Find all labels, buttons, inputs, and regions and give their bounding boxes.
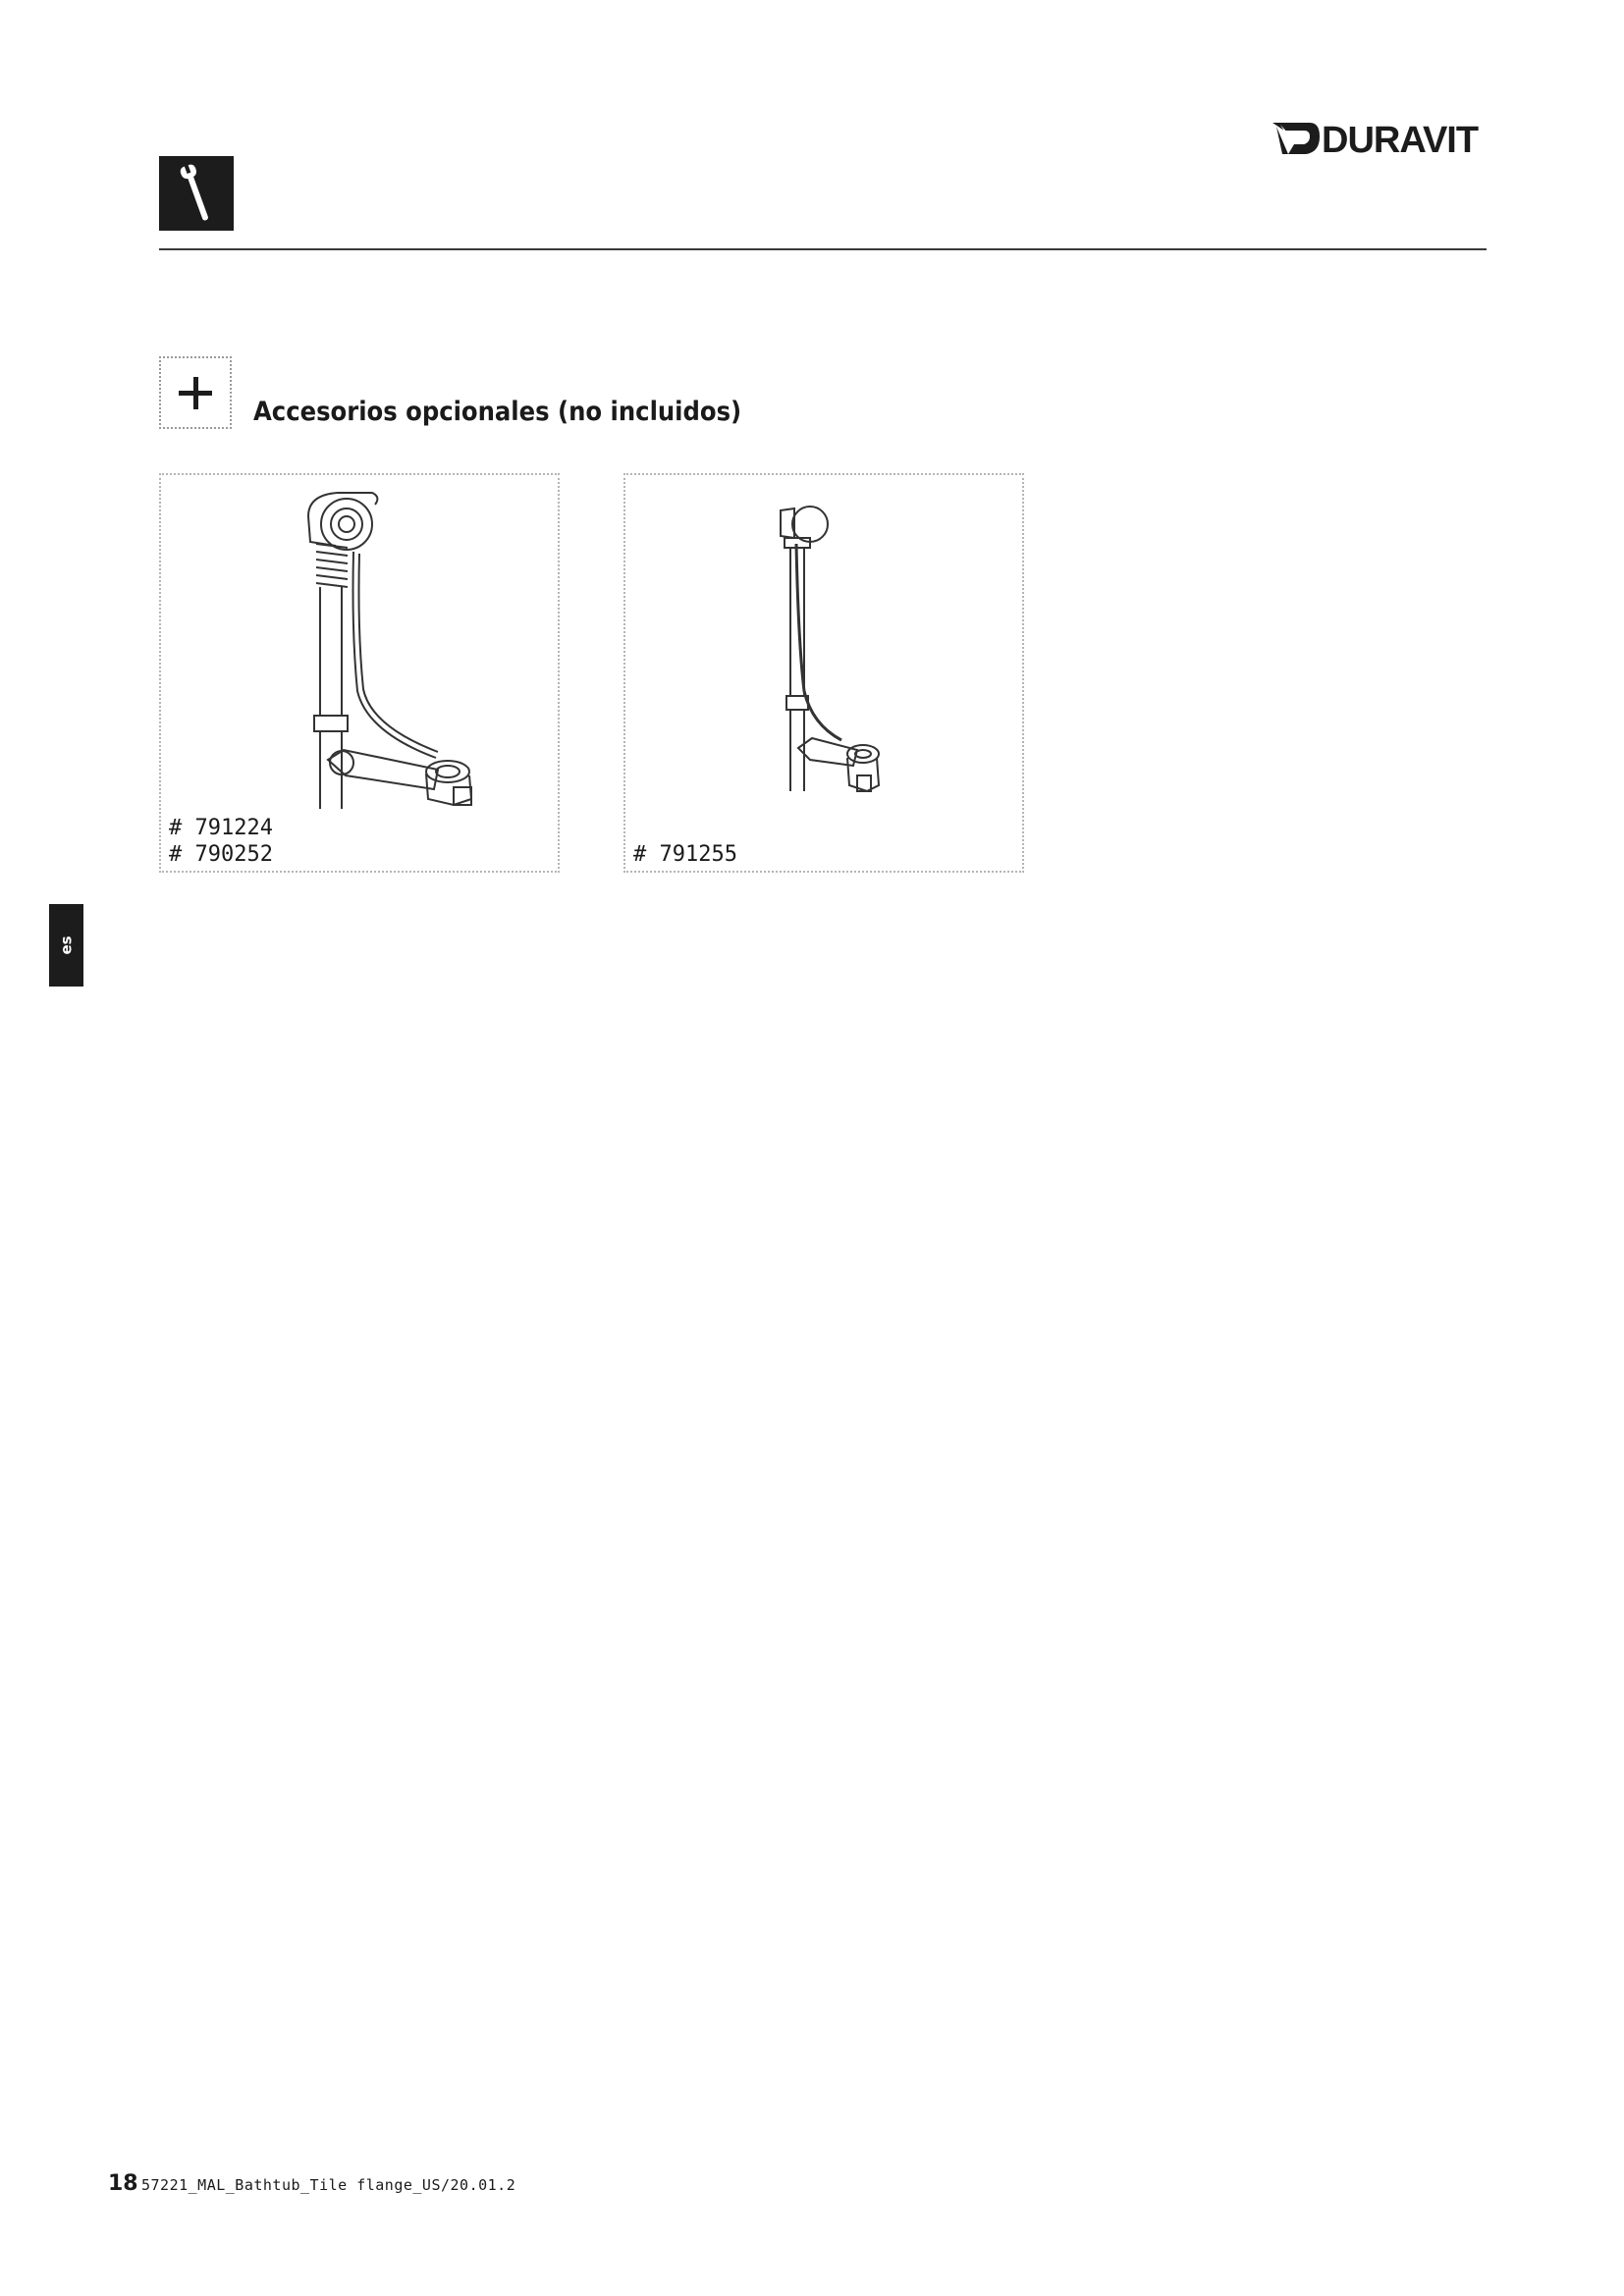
section-title: Accesorios opcionales (no incluidos) xyxy=(253,397,742,427)
document-reference: 57221_MAL_Bathtub_Tile flange_US/20.01.2 xyxy=(141,2176,516,2194)
drain-assembly-illustration xyxy=(161,475,558,871)
product-code: # 791255 xyxy=(633,842,737,867)
language-label: es xyxy=(57,935,76,955)
plus-icon xyxy=(159,356,232,429)
duravit-logo xyxy=(1271,115,1492,162)
accessory-panel xyxy=(159,473,560,873)
product-code: # 791224 xyxy=(169,816,273,840)
page-number: 18 xyxy=(108,2171,138,2196)
accessory-panel xyxy=(623,473,1024,873)
wrench-icon xyxy=(159,156,234,231)
header-divider xyxy=(159,248,1487,250)
svg-text:DURAVIT: DURAVIT xyxy=(1322,120,1479,161)
product-code: # 790252 xyxy=(169,842,273,867)
language-tab xyxy=(49,904,83,987)
drain-assembly-illustration xyxy=(625,475,1022,871)
